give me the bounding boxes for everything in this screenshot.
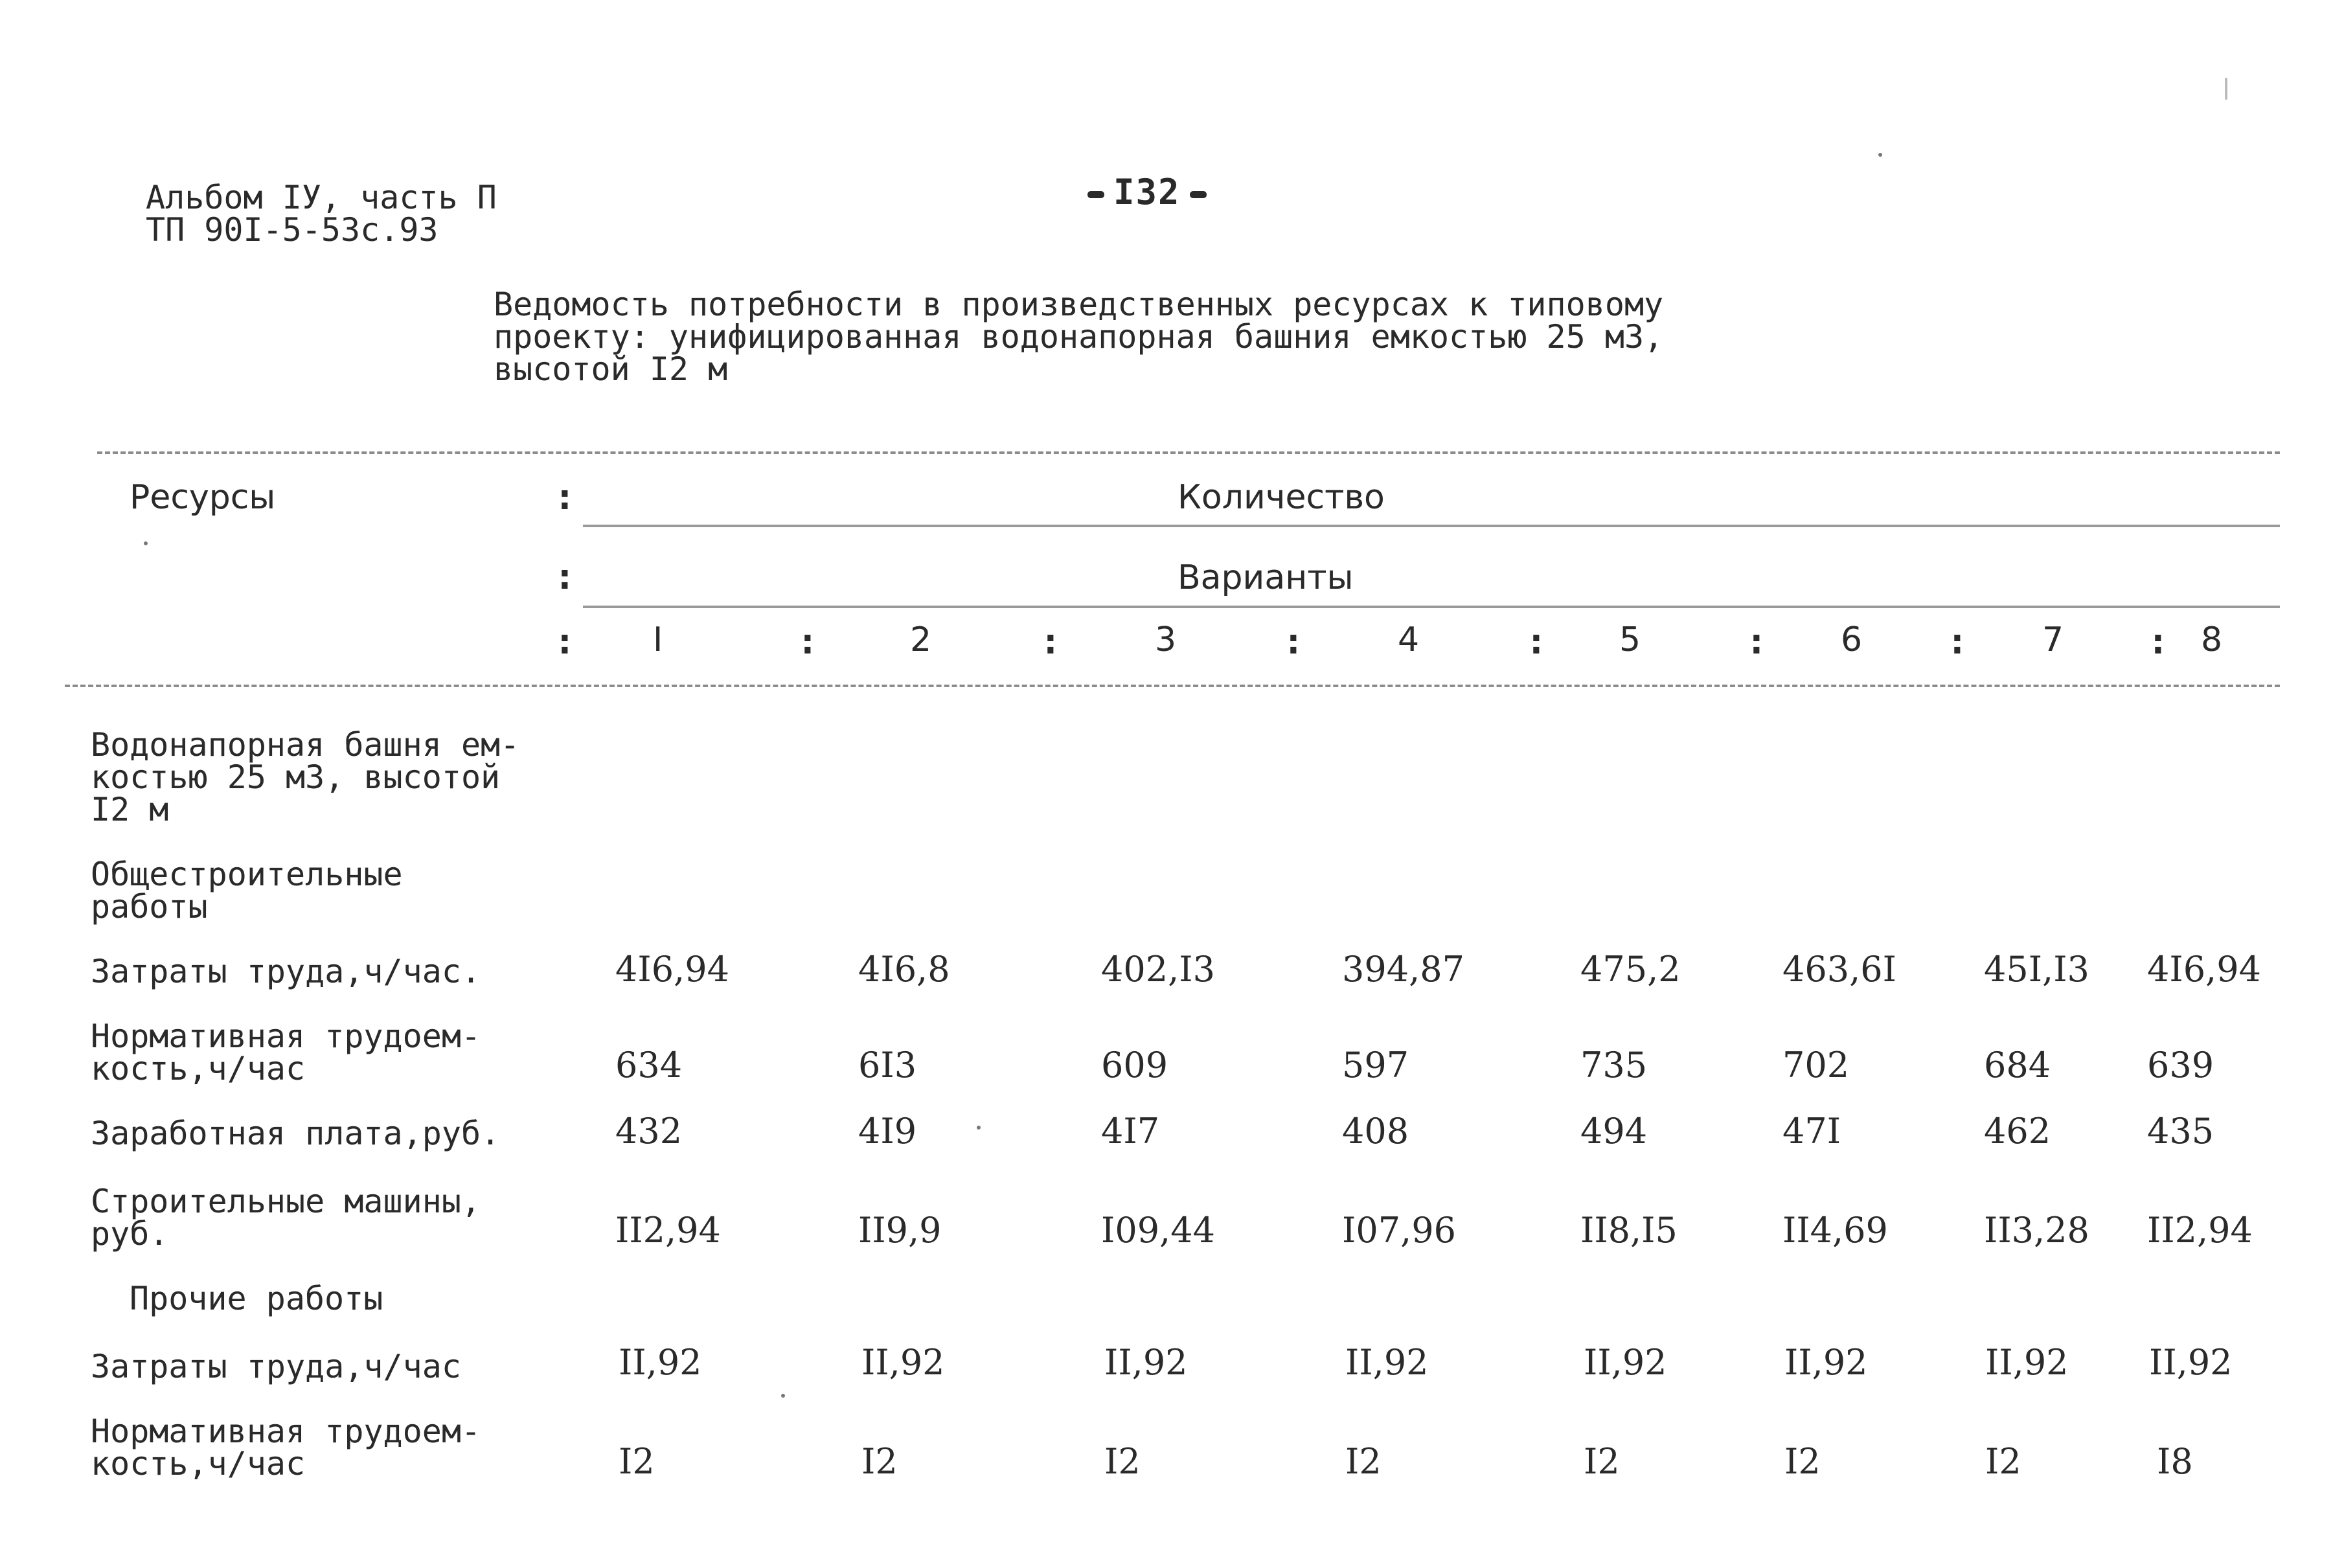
row-label-line: Нормативная трудоем- — [91, 1017, 481, 1055]
table-cell: I2 — [1584, 1441, 1620, 1482]
table-cell: 4I6,8 — [858, 949, 950, 990]
row-label-line: кость,ч/час — [91, 1445, 306, 1483]
variant-6: 6 — [1841, 620, 1863, 659]
dash-left — [1087, 191, 1104, 198]
table-cell: II2,94 — [615, 1210, 721, 1251]
table-cell: 4I6,94 — [2147, 949, 2261, 990]
table-cell: I2 — [861, 1441, 898, 1482]
variant-4: 4 — [1398, 620, 1420, 659]
colon-sep: : — [1282, 620, 1304, 663]
table-cell: II,92 — [1345, 1342, 1429, 1383]
variant-3: 3 — [1155, 620, 1177, 659]
table-cell: 435 — [2147, 1111, 2214, 1152]
scan-speck — [144, 541, 148, 545]
variant-2: 2 — [910, 620, 932, 659]
table-cell: 394,87 — [1342, 949, 1464, 990]
section-title-line: Общестроительные — [91, 856, 403, 893]
table-cell: II3,28 — [1984, 1210, 2089, 1251]
colon-sep: : — [1525, 620, 1547, 663]
table-cell: II,92 — [1784, 1342, 1868, 1383]
table-cell: I09,44 — [1101, 1210, 1215, 1251]
colon-sep: : — [2147, 620, 2169, 663]
table-cell: 494 — [1580, 1111, 1648, 1152]
table-cell: II4,69 — [1782, 1210, 1888, 1251]
table-cell: 702 — [1782, 1045, 1850, 1085]
table-cell: 4I7 — [1101, 1111, 1160, 1152]
table-cell: II8,I5 — [1580, 1210, 1678, 1251]
album-line-1: Альбом IУ, часть П — [146, 179, 497, 216]
table-cell: 634 — [615, 1045, 683, 1085]
page-number — [1078, 172, 1216, 212]
album-line-2: ТП 90I-5-53с.93 — [146, 211, 438, 249]
table-cell: II,92 — [1584, 1342, 1667, 1383]
variant-7: 7 — [2042, 620, 2064, 659]
scan-speck — [977, 1126, 981, 1130]
scan-speck — [1878, 153, 1882, 157]
object-title-line: I2 м — [91, 791, 169, 828]
section-title: Прочие работы — [130, 1280, 383, 1317]
section-title-line: работы — [91, 888, 208, 926]
table-top-rule — [97, 451, 2280, 454]
table-cell: I2 — [1784, 1441, 1821, 1482]
row-label-line: руб. — [91, 1215, 169, 1253]
table-cell: II,92 — [861, 1342, 945, 1383]
table-cell: 4I6,94 — [615, 949, 729, 990]
colon-sep: : — [1746, 620, 1768, 663]
variants-header: Варианты — [1178, 558, 1354, 597]
table-cell: 432 — [615, 1111, 683, 1152]
colon-sep: : — [554, 476, 576, 518]
quantity-underline — [583, 525, 2280, 527]
table-cell: 597 — [1342, 1045, 1409, 1085]
object-title-line: костью 25 м3, высотой — [91, 758, 501, 796]
row-label-line: кость,ч/час — [91, 1050, 306, 1087]
table-cell: 47I — [1782, 1111, 1841, 1152]
variant-5: 5 — [1619, 620, 1641, 659]
table-cell: 684 — [1984, 1045, 2051, 1085]
object-title-line: Водонапорная башня ем- — [91, 726, 520, 764]
table-cell: II,92 — [1985, 1342, 2069, 1383]
table-cell: II9,9 — [858, 1210, 942, 1251]
quantity-header: Количество — [1178, 478, 1385, 517]
variant-8: 8 — [2201, 620, 2223, 659]
colon-sep: : — [554, 556, 576, 598]
table-cell: 735 — [1580, 1045, 1648, 1085]
table-header-bottom-rule — [65, 685, 2280, 687]
row-label-line: Нормативная трудоем- — [91, 1413, 481, 1450]
table-cell: II,92 — [619, 1342, 702, 1383]
row-label-line: Затраты труда,ч/час — [91, 1348, 461, 1385]
document-title-line-1: Ведомость потребности в произведственных ресурсах к типовому — [494, 286, 1664, 323]
table-cell: 475,2 — [1580, 949, 1681, 990]
row-label-line: Заработная плата,руб. — [91, 1115, 501, 1152]
table-cell: I2 — [1985, 1441, 2021, 1482]
table-cell: 462 — [1984, 1111, 2051, 1152]
colon-sep: : — [797, 620, 819, 663]
scan-mark — [2225, 78, 2227, 100]
page-number-text: I32 — [1113, 172, 1181, 212]
table-cell: I2 — [619, 1441, 655, 1482]
colon-sep: : — [1040, 620, 1062, 663]
colon-sep: : — [1946, 620, 1968, 663]
table-cell: II,92 — [2149, 1342, 2233, 1383]
table-cell: I8 — [2157, 1441, 2193, 1482]
table-cell: 609 — [1101, 1045, 1168, 1085]
table-cell: II2,94 — [2147, 1210, 2253, 1251]
row-label-line: Строительные машины, — [91, 1183, 481, 1220]
variant-1: I — [653, 620, 663, 659]
document-title-line-2: проекту: унифицированная водонапорная башния емкостью 25 м3, — [494, 318, 1664, 356]
table-cell: 463,6I — [1782, 949, 1896, 990]
colon-sep: : — [554, 620, 576, 663]
table-cell: I2 — [1345, 1441, 1382, 1482]
table-cell: I07,96 — [1342, 1210, 1456, 1251]
table-cell: 408 — [1342, 1111, 1409, 1152]
resources-header: Ресурсы — [130, 478, 276, 517]
table-cell: 639 — [2147, 1045, 2214, 1085]
table-cell: 45I,I3 — [1984, 949, 2089, 990]
variants-underline — [583, 606, 2280, 608]
table-cell: 402,I3 — [1101, 949, 1215, 990]
table-cell: 6I3 — [858, 1045, 917, 1085]
table-cell: 4I9 — [858, 1111, 917, 1152]
scan-speck — [781, 1394, 785, 1398]
dash-right — [1190, 191, 1207, 198]
table-cell: II,92 — [1104, 1342, 1188, 1383]
table-cell: I2 — [1104, 1441, 1141, 1482]
document-title-line-3: высотой I2 м — [494, 350, 728, 388]
row-label-line: Затраты труда,ч/час. — [91, 953, 481, 990]
